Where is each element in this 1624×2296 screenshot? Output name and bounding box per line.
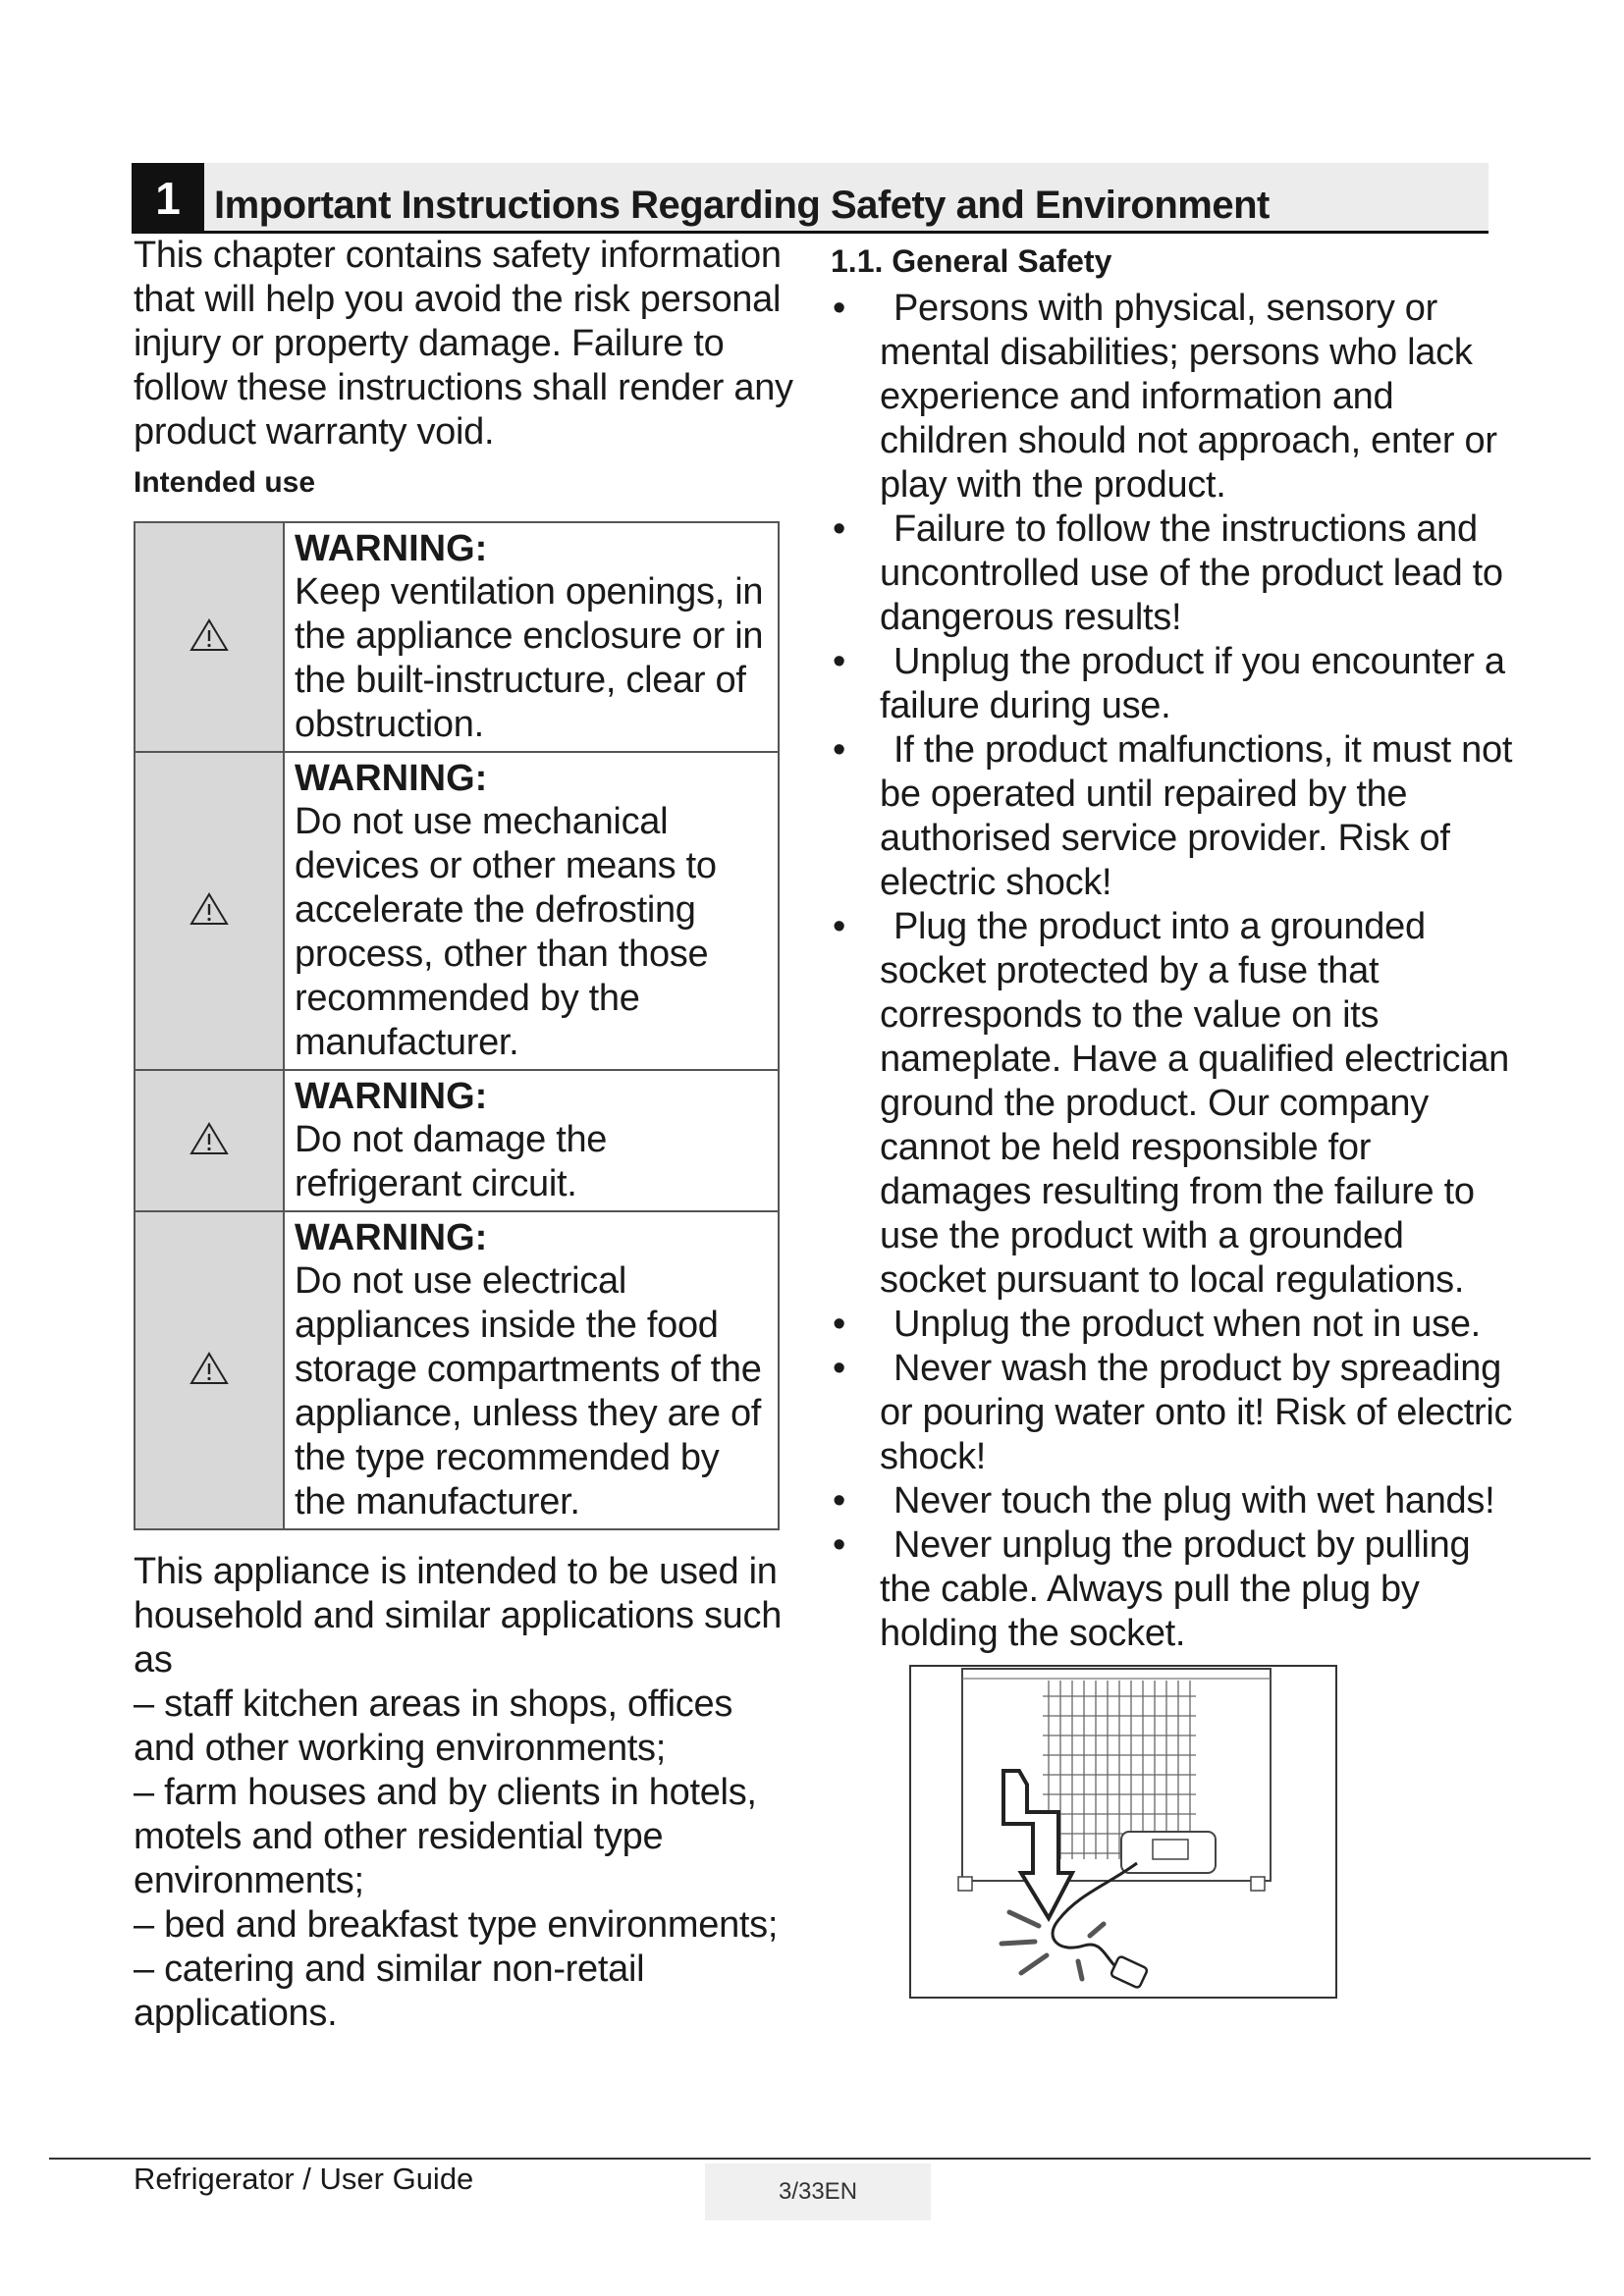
list-item: • Never unplug the product by pulling the cable. Always pull the plug by holding the socket. [833, 1524, 1471, 1654]
bullet: • [833, 729, 846, 771]
list-item: • Never wash the product by spreading or pouring water onto it! Risk of electric shock! [833, 1348, 1513, 1477]
page-number: 3/33EN [705, 2163, 931, 2220]
list-item: • Never touch the plug with wet hands! [833, 1480, 1495, 1522]
warning-triangle-icon [189, 1121, 229, 1156]
warning-triangle-icon [189, 617, 229, 653]
usage-item: – bed and breakfast type environments; [134, 1904, 779, 1946]
list-item: • Plug the product into a grounded socket protected by a fuse that corresponds to the value on its nameplate. Have a qualified electrician ground the product. Our company cannot be held responsible for damages resulting from the failure to use the product with a grounded socket pursuant to local regulations. [833, 906, 1510, 1301]
warning-text: Do not use electrical appliances inside the food storage compartments of the appliance, unless they are of the type recommended by the manufacturer. [295, 1260, 762, 1522]
list-item: • Failure to follow the instructions and uncontrolled use of the product lead to dangerous results! [833, 508, 1503, 638]
warning-row [135, 1070, 779, 1211]
warning-row [135, 752, 779, 1070]
list-item: • Unplug the product if you encounter a failure during use. [833, 641, 1505, 726]
general-safety-list [827, 287, 1514, 1656]
warning-icon-cell [135, 752, 284, 1070]
warning-title: WARNING: [295, 1217, 488, 1258]
usage-item: – catering and similar non-retail applications. [134, 1949, 645, 2034]
warning-table [134, 521, 780, 1530]
warning-title: WARNING: [295, 1076, 488, 1117]
list-item: • Persons with physical, sensory or mental disabilities; persons who lack experience and information and children should not approach, enter or play with the product. [833, 288, 1497, 506]
refrigerator-plug-illustration [911, 1667, 1335, 1997]
electric-shock-illustration [909, 1665, 1337, 1999]
list-item: • Unplug the product when not in use. [833, 1304, 1481, 1345]
usage-item: – staff kitchen areas in shops, offices and other working environments; [134, 1683, 733, 1769]
bullet: • [833, 906, 846, 947]
bullet: • [833, 1524, 846, 1566]
right-column [827, 241, 1514, 1656]
warning-title: WARNING: [295, 528, 488, 569]
bullet: • [833, 1348, 846, 1389]
general-safety-heading: 1.1. General Safety [831, 243, 1112, 279]
intro-paragraph: This chapter contains safety information that will help you avoid the risk personal injury or property damage. Failure to follow these instructions shall render any product warranty void. [134, 235, 793, 453]
usage-section [134, 1550, 801, 2036]
warning-icon-cell [135, 522, 284, 752]
usage-item: – farm houses and by clients in hotels, motels and other residential type environments; [134, 1772, 757, 1901]
warning-text: Do not use mechanical devices or other means to accelerate the defrosting process, other than those recommended by the manufacturer. [295, 801, 717, 1063]
bullet: • [833, 1480, 846, 1522]
intended-use-heading: Intended use [134, 466, 316, 499]
list-item: • If the product malfunctions, it must not be operated until repaired by the authorised service provider. Risk of electric shock! [833, 729, 1513, 903]
usage-intro: This appliance is intended to be used in household and similar applications such as [134, 1551, 783, 1681]
warning-triangle-icon [189, 891, 229, 927]
warning-text-cell [284, 752, 779, 1070]
chapter-number: 1 [132, 163, 204, 234]
warning-text-cell [284, 1211, 779, 1529]
warning-text: Do not damage the refrigerant circuit. [295, 1119, 608, 1204]
warning-triangle-icon [189, 1351, 229, 1386]
warning-text-cell [284, 1070, 779, 1211]
warning-row [135, 522, 779, 752]
chapter-title: Important Instructions Regarding Safety and Environment [214, 184, 1270, 227]
warning-text: Keep ventilation openings, in the appliance enclosure or in the built-instructure, clear of obstruction. [295, 571, 764, 745]
footer-document-title: Refrigerator / User Guide [134, 2162, 474, 2196]
warning-title: WARNING: [295, 758, 488, 799]
chapter-header [132, 163, 1489, 234]
warning-icon-cell [135, 1070, 284, 1211]
left-column [134, 234, 801, 2036]
warning-row [135, 1211, 779, 1529]
bullet: • [833, 641, 846, 682]
bullet: • [833, 1304, 846, 1345]
warning-text-cell [284, 522, 779, 752]
bullet: • [833, 508, 846, 550]
bullet: • [833, 288, 846, 329]
warning-icon-cell [135, 1211, 284, 1529]
